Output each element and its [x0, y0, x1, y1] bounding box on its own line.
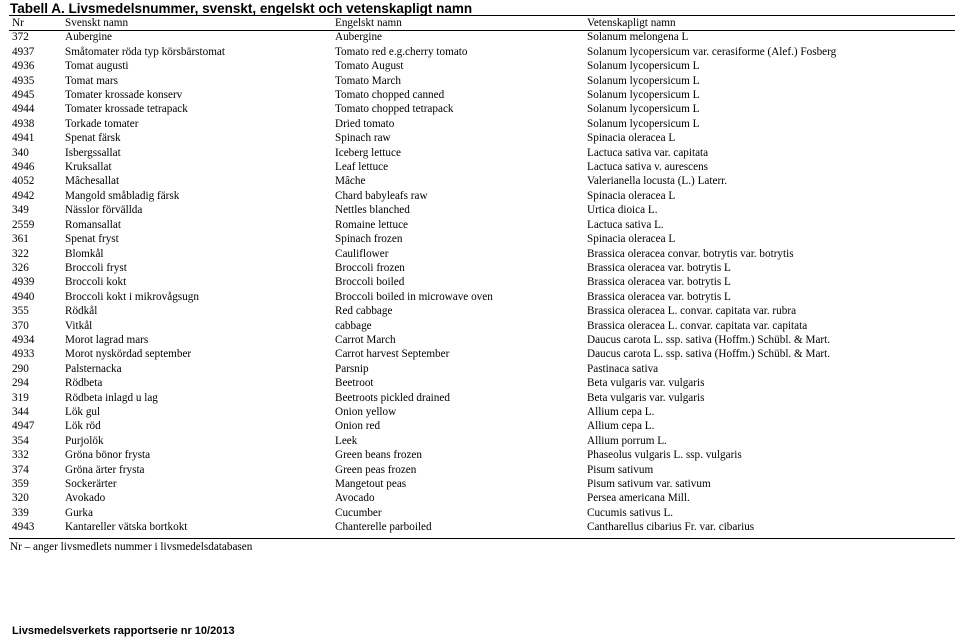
table-row — [10, 405, 955, 419]
cell-swedish-name: Avokado — [65, 492, 106, 505]
cell-swedish-name: Aubergine — [65, 31, 113, 44]
cell-scientific-name: Solanum lycopersicum L — [587, 117, 700, 130]
table-row — [10, 333, 955, 347]
cell-swedish-name: Sockerärter — [65, 478, 117, 490]
table-row — [10, 434, 955, 448]
table-row — [10, 275, 955, 289]
cell-english-name: Green beans frozen — [335, 449, 422, 462]
cell-scientific-name: Daucus carota L. ssp. sativa (Hoffm.) Schübl. & Mart. — [587, 348, 831, 361]
cell-swedish-name: Broccoli kokt i mikrovågsugn — [65, 290, 199, 303]
table-row — [10, 160, 955, 174]
cell-nr: 361 — [12, 233, 29, 246]
cell-english-name: Broccoli frozen — [335, 261, 405, 274]
cell-scientific-name: Allium porrum L. — [587, 434, 667, 447]
cell-swedish-name: Palsternacka — [65, 362, 122, 375]
cell-english-name: Mangetout peas — [335, 478, 407, 490]
cell-english-name: Dried tomato — [335, 117, 395, 130]
cell-nr: 4946 — [12, 161, 35, 174]
cell-swedish-name: Mâchesallat — [65, 175, 120, 188]
cell-english-name: Green peas frozen — [335, 463, 417, 476]
table-row — [10, 362, 955, 376]
cell-scientific-name: Beta vulgaris var. vulgaris — [587, 377, 705, 390]
cell-nr: 4937 — [12, 45, 35, 58]
food-table — [10, 16, 955, 535]
table-row — [10, 261, 955, 275]
cell-scientific-name: Brassica oleracea var. botrytis L — [587, 290, 731, 303]
cell-nr: 359 — [12, 478, 29, 490]
cell-english-name: Cucumber — [335, 506, 382, 519]
cell-swedish-name: Tomater krossade tetrapack — [65, 103, 188, 116]
cell-scientific-name: Brassica oleracea L. convar. capitata var. capitata — [587, 319, 808, 332]
table-body — [10, 30, 955, 534]
cell-nr: 4934 — [12, 333, 35, 346]
cell-scientific-name: Spinacia oleracea L — [587, 189, 676, 202]
cell-nr: 320 — [12, 492, 29, 505]
cell-nr: 332 — [12, 449, 29, 462]
cell-swedish-name: Kantareller vätska bortkokt — [65, 521, 188, 534]
cell-scientific-name: Allium cepa L. — [587, 405, 655, 418]
cell-swedish-name: Rödbeta inlagd u lag — [65, 391, 158, 404]
cell-swedish-name: Tomat augusti — [65, 60, 129, 73]
header-english-name: Engelskt namn — [335, 17, 402, 29]
header-scientific-name: Vetenskapligt namn — [587, 17, 676, 29]
cell-nr: 322 — [12, 247, 29, 260]
header-nr: Nr — [12, 17, 24, 29]
cell-nr: 4933 — [12, 348, 35, 361]
cell-nr: 294 — [12, 377, 29, 390]
cell-swedish-name: Rödbeta — [65, 377, 103, 390]
table-row — [10, 347, 955, 361]
table-row — [10, 59, 955, 73]
cell-english-name: Red cabbage — [335, 305, 393, 318]
cell-swedish-name: Lök röd — [65, 420, 101, 433]
cell-nr: 326 — [12, 261, 29, 274]
cell-english-name: Carrot March — [335, 333, 396, 346]
cell-scientific-name: Cucumis sativus L. — [587, 506, 674, 519]
cell-swedish-name: Tomat mars — [65, 74, 118, 87]
table-row — [10, 520, 955, 534]
footnote: Nr – anger livsmedlets nummer i livsmedelsdatabasen — [10, 541, 253, 553]
cell-english-name: Aubergine — [335, 31, 383, 44]
cell-english-name: Onion yellow — [335, 405, 397, 418]
cell-swedish-name: Mangold småbladig färsk — [65, 189, 180, 202]
cell-nr: 340 — [12, 146, 29, 159]
cell-english-name: cabbage — [335, 319, 372, 332]
cell-english-name: Chard babyleafs raw — [335, 189, 428, 202]
cell-scientific-name: Solanum lycopersicum var. cerasiforme (Alef.) Fosberg — [587, 45, 837, 58]
table-row — [10, 391, 955, 405]
cell-scientific-name: Persea americana Mill. — [587, 492, 690, 505]
header-swedish-name: Svenskt namn — [65, 17, 129, 29]
table-row — [10, 448, 955, 462]
cell-scientific-name: Cantharellus cibarius Fr. var. cibarius — [587, 521, 755, 534]
table-row — [10, 203, 955, 217]
cell-english-name: Leaf lettuce — [335, 161, 389, 174]
cell-swedish-name: Spenat färsk — [65, 132, 121, 145]
table-row — [10, 304, 955, 318]
cell-scientific-name: Urtica dioica L. — [587, 204, 658, 217]
table-row — [10, 174, 955, 188]
cell-scientific-name: Valerianella locusta (L.) Laterr. — [587, 175, 728, 188]
cell-nr: 374 — [12, 463, 29, 476]
table-row — [10, 463, 955, 477]
cell-scientific-name: Daucus carota L. ssp. sativa (Hoffm.) Schübl. & Mart. — [587, 333, 831, 346]
cell-swedish-name: Blomkål — [65, 247, 104, 260]
cell-nr: 4052 — [12, 175, 35, 188]
table-row — [10, 45, 955, 59]
table-row — [10, 102, 955, 116]
cell-scientific-name: Brassica oleracea var. botrytis L — [587, 276, 731, 289]
cell-swedish-name: Broccoli kokt — [65, 276, 127, 289]
table-row — [10, 189, 955, 203]
cell-nr: 4935 — [12, 74, 35, 87]
cell-english-name: Carrot harvest September — [335, 348, 450, 361]
cell-scientific-name: Pisum sativum var. sativum — [587, 478, 711, 490]
cell-nr: 4945 — [12, 89, 35, 102]
cell-nr: 4940 — [12, 290, 35, 303]
cell-nr: 4939 — [12, 276, 35, 289]
table-row — [10, 419, 955, 433]
cell-nr: 319 — [12, 391, 29, 404]
cell-nr: 4944 — [12, 103, 35, 116]
cell-scientific-name: Solanum lycopersicum L — [587, 74, 700, 87]
cell-swedish-name: Morot nyskördad september — [65, 348, 192, 361]
cell-swedish-name: Spenat fryst — [65, 233, 119, 246]
cell-english-name: Tomato chopped tetrapack — [335, 103, 454, 116]
table-row — [10, 232, 955, 246]
header-row — [10, 16, 955, 30]
table-row — [10, 477, 955, 491]
cell-nr: 354 — [12, 434, 29, 447]
cell-swedish-name: Gurka — [65, 506, 93, 519]
cell-swedish-name: Småtomater röda typ körsbärstomat — [65, 45, 226, 58]
cell-scientific-name: Pastinaca sativa — [587, 362, 659, 375]
cell-english-name: Tomato March — [335, 74, 402, 87]
cell-swedish-name: Rödkål — [65, 305, 98, 318]
cell-nr: 4947 — [12, 420, 35, 433]
cell-english-name: Beetroot — [335, 377, 374, 390]
cell-nr: 349 — [12, 204, 29, 217]
cell-scientific-name: Lactuca sativa var. capitata — [587, 146, 709, 159]
table-title: Tabell A. Livsmedelsnummer, svenskt, engelskt och vetenskapligt namn — [10, 1, 473, 16]
cell-english-name: Nettles blanched — [335, 204, 410, 217]
cell-scientific-name: Solanum lycopersicum L — [587, 60, 700, 73]
table-row — [10, 74, 955, 88]
cell-english-name: Onion red — [335, 420, 381, 433]
cell-nr: 4936 — [12, 60, 35, 73]
cell-scientific-name: Lactuca sativa v. aurescens — [587, 161, 709, 174]
cell-nr: 4943 — [12, 521, 35, 534]
cell-english-name: Broccoli boiled — [335, 276, 405, 289]
cell-swedish-name: Isbergssallat — [65, 146, 121, 159]
table-row — [10, 376, 955, 390]
cell-english-name: Cauliflower — [335, 247, 389, 260]
cell-english-name: Spinach raw — [335, 132, 391, 145]
cell-scientific-name: Phaseolus vulgaris L. ssp. vulgaris — [587, 449, 742, 462]
table-row — [10, 131, 955, 145]
table-row — [10, 319, 955, 333]
cell-scientific-name: Solanum melongena L — [587, 31, 689, 44]
cell-scientific-name: Pisum sativum — [587, 463, 654, 476]
table-row — [10, 290, 955, 304]
cell-english-name: Beetroots pickled drained — [335, 391, 450, 404]
cell-english-name: Iceberg lettuce — [335, 146, 401, 159]
cell-english-name: Spinach frozen — [335, 233, 403, 246]
cell-english-name: Broccoli boiled in microwave oven — [335, 290, 493, 303]
cell-nr: 339 — [12, 506, 29, 519]
cell-nr: 2559 — [12, 218, 35, 231]
table-row — [10, 506, 955, 520]
cell-english-name: Tomato August — [335, 60, 404, 73]
cell-english-name: Chanterelle parboiled — [335, 521, 432, 534]
cell-nr: 344 — [12, 405, 29, 418]
cell-english-name: Mâche — [335, 175, 366, 188]
cell-swedish-name: Gröna ärter frysta — [65, 463, 145, 476]
cell-swedish-name: Gröna bönor frysta — [65, 449, 151, 462]
table-row — [10, 146, 955, 160]
cell-scientific-name: Lactuca sativa L. — [587, 218, 664, 231]
cell-scientific-name: Brassica oleracea var. botrytis L — [587, 261, 731, 274]
cell-scientific-name: Solanum lycopersicum L — [587, 103, 700, 116]
table-row — [10, 117, 955, 131]
cell-swedish-name: Broccoli fryst — [65, 261, 127, 274]
cell-nr: 4938 — [12, 117, 35, 130]
cell-swedish-name: Vitkål — [65, 319, 93, 332]
cell-swedish-name: Nässlor förvällda — [65, 204, 143, 217]
cell-english-name: Romaine lettuce — [335, 218, 409, 231]
table-row — [10, 88, 955, 102]
cell-nr: 372 — [12, 31, 29, 44]
cell-english-name: Tomato red e.g.cherry tomato — [335, 45, 468, 58]
cell-swedish-name: Kruksallat — [65, 161, 112, 174]
cell-scientific-name: Beta vulgaris var. vulgaris — [587, 391, 705, 404]
cell-nr: 4942 — [12, 189, 35, 202]
cell-swedish-name: Torkade tomater — [65, 117, 139, 130]
table-row — [10, 491, 955, 505]
table-row — [10, 247, 955, 261]
cell-english-name: Parsnip — [335, 362, 369, 375]
cell-scientific-name: Spinacia oleracea L — [587, 132, 676, 145]
cell-scientific-name: Spinacia oleracea L — [587, 233, 676, 246]
cell-swedish-name: Romansallat — [65, 218, 121, 231]
cell-swedish-name: Tomater krossade konserv — [65, 89, 183, 102]
cell-nr: 370 — [12, 319, 29, 332]
report-footer: Livsmedelsverkets rapportserie nr 10/2013 — [12, 625, 235, 637]
cell-swedish-name: Purjolök — [65, 434, 104, 447]
cell-nr: 4941 — [12, 132, 35, 145]
cell-swedish-name: Lök gul — [65, 405, 101, 418]
cell-nr: 355 — [12, 305, 29, 318]
cell-english-name: Leek — [335, 434, 358, 447]
cell-scientific-name: Solanum lycopersicum L — [587, 89, 700, 102]
table-row — [10, 218, 955, 232]
cell-swedish-name: Morot lagrad mars — [65, 333, 149, 346]
cell-scientific-name: Brassica oleracea convar. botrytis var. botrytis — [587, 247, 794, 260]
cell-nr: 290 — [12, 362, 29, 375]
cell-scientific-name: Allium cepa L. — [587, 420, 655, 433]
table-row — [10, 30, 955, 44]
cell-english-name: Tomato chopped canned — [335, 89, 445, 102]
cell-english-name: Avocado — [335, 492, 375, 505]
cell-scientific-name: Brassica oleracea L. convar. capitata var. rubra — [587, 305, 797, 318]
bottom-rule — [9, 538, 955, 539]
